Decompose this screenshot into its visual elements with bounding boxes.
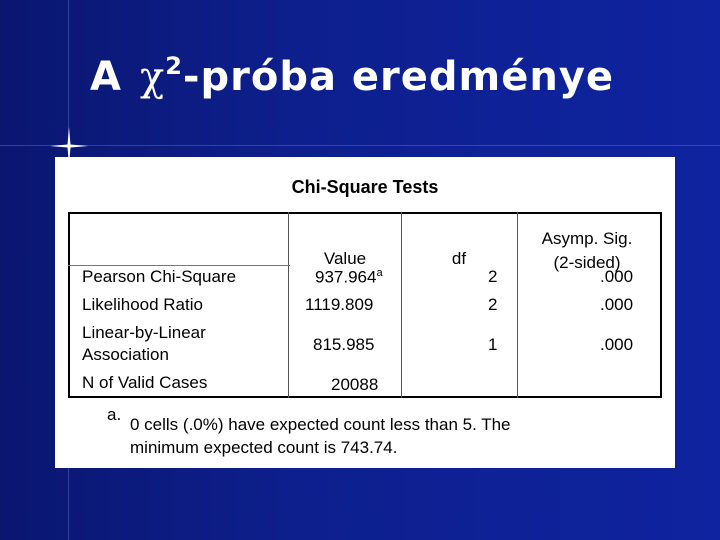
- cell-sig-pearson: .000: [600, 267, 634, 286]
- cell-sig-likelihood: .000: [600, 295, 634, 314]
- cell-value-valid-cases: 20088: [331, 375, 379, 394]
- chi-symbol: χ: [139, 54, 166, 100]
- chi-exponent: 2: [165, 52, 183, 80]
- row-label-pearson: Pearson Chi-Square: [82, 267, 237, 286]
- column-divider: [401, 212, 402, 398]
- slide-title: [90, 52, 614, 100]
- title-prefix: A: [90, 54, 122, 100]
- row-label-linear-line2: Association: [82, 345, 169, 364]
- cell-sig-linear: .000: [600, 335, 634, 354]
- column-divider: [288, 212, 289, 398]
- cell-df-pearson: 2: [488, 267, 498, 286]
- cell-value-pearson: 937.964$^a$: [315, 267, 383, 287]
- footnote-marker: a: [376, 267, 383, 279]
- row-label-linear-line1: Linear-by-Linear: [82, 323, 206, 342]
- cell-df-likelihood: 2: [488, 295, 498, 314]
- header-sig-line1: Asymp. Sig.: [541, 229, 633, 248]
- header-df: df: [451, 249, 467, 268]
- title-suffix: -próba eredménye: [182, 54, 615, 100]
- chi-square-table-panel: [55, 157, 675, 468]
- header-value: Value: [323, 249, 367, 268]
- row-label-likelihood: Likelihood Ratio: [82, 295, 203, 314]
- footnote-line1: 0 cells (.0%) have expected count less than 5. The: [130, 415, 511, 434]
- cell-df-linear: 1: [488, 335, 498, 354]
- header-divider: [68, 265, 290, 266]
- table-caption: Chi-Square Tests: [291, 177, 439, 197]
- footnote-marker-label: a.: [107, 405, 122, 424]
- cell-value-linear: 815.985: [313, 335, 375, 354]
- decorative-horizontal-line: [0, 145, 720, 146]
- header-sig-line2: (2-sided): [553, 253, 621, 272]
- row-label-valid-cases: N of Valid Cases: [82, 373, 208, 392]
- footnote-line2: minimum expected count is 743.74.: [130, 438, 398, 457]
- cell-value-likelihood: 1119.809: [305, 295, 374, 314]
- column-divider: [517, 212, 518, 398]
